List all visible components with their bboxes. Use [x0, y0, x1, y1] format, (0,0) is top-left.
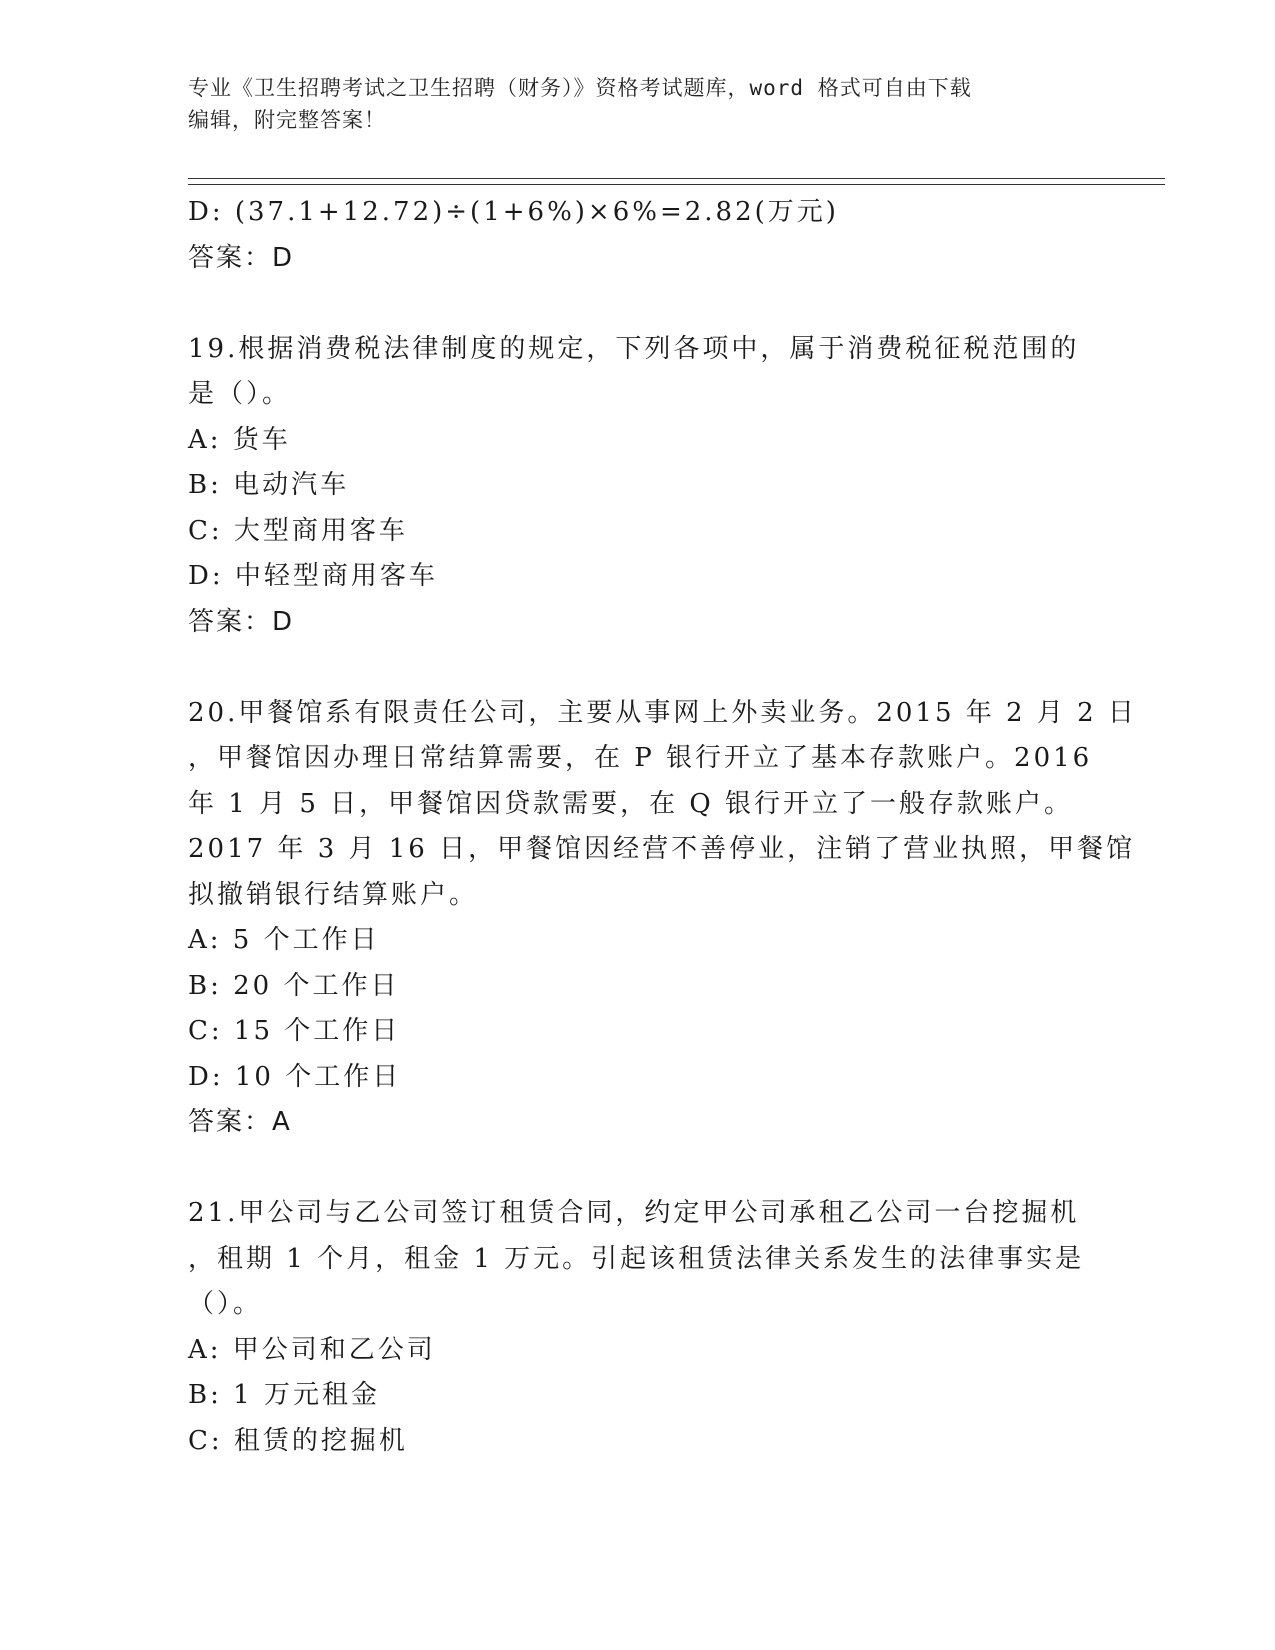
- header-rule-bottom: [188, 184, 1165, 185]
- answer-line: 答案：D: [188, 242, 295, 273]
- answer-line: 答案：D: [188, 606, 295, 637]
- option-d: D: 10 个工作日: [188, 1061, 402, 1092]
- question-stem-line: ，甲餐馆因办理日常结算需要，在 P 银行开立了基本存款账户。2016: [188, 743, 1093, 773]
- header-line-2: 编辑，附完整答案！: [188, 108, 386, 132]
- option-c: C: 15 个工作日: [188, 1016, 401, 1046]
- question-stem-line: 是（）。: [188, 379, 292, 409]
- option-b: B: 20 个工作日: [188, 970, 400, 1001]
- option-d: D: 中轻型商用客车: [188, 561, 438, 591]
- previous-question-tail: [188, 190, 1088, 281]
- option-a: A: 5 个工作日: [188, 925, 380, 955]
- answer-line: 答案：A: [188, 1107, 292, 1137]
- option-c: C: 大型商用客车: [188, 515, 408, 546]
- question-19: [188, 327, 1088, 646]
- question-stem-line: 19.根据消费税法律制度的规定，下列各项中，属于消费税征税范围的: [188, 333, 1080, 364]
- question-stem-line: ，租期 1 个月，租金 1 万元。引起该租赁法律关系发生的法律事实是: [188, 1243, 1085, 1274]
- question-stem-line: 21.甲公司与乙公司签订租赁合同，约定甲公司承租乙公司一台挖掘机: [188, 1198, 1080, 1228]
- question-20: [188, 691, 1137, 1146]
- header-line-1: 专业《卫生招聘考试之卫生招聘（财务）》资格考试题库，word 格式可自由下载: [188, 76, 972, 100]
- question-stem-line: （）。: [188, 1289, 263, 1319]
- option-b: B: 电动汽车: [188, 470, 350, 500]
- option-b: B: 1 万元租金: [188, 1380, 380, 1410]
- question-stem-line: 年 1 月 5 日，甲餐馆因贷款需要，在 Q 银行开立了一般存款账户。: [188, 788, 1073, 819]
- question-21: [188, 1191, 1088, 1464]
- header-rule-top: [188, 178, 1165, 179]
- option-c: C: 租赁的挖掘机: [188, 1425, 408, 1456]
- option-a: A: 货车: [188, 424, 291, 455]
- question-stem-line: 拟撤销银行结算账户。: [188, 879, 479, 910]
- option-d: D: (37.1+12.72)÷(1+6%)×6%=2.82(万元): [188, 197, 839, 227]
- question-stem-line: 2017 年 3 月 16 日，甲餐馆因经营不善停业，注销了营业执照，甲餐馆: [188, 834, 1136, 864]
- question-stem-line: 20.甲餐馆系有限责任公司，主要从事网上外卖业务。2015 年 2 月 2 日: [188, 697, 1137, 728]
- document-header: [188, 72, 1088, 136]
- option-a: A: 甲公司和乙公司: [188, 1334, 436, 1365]
- document-body: [188, 190, 1137, 1464]
